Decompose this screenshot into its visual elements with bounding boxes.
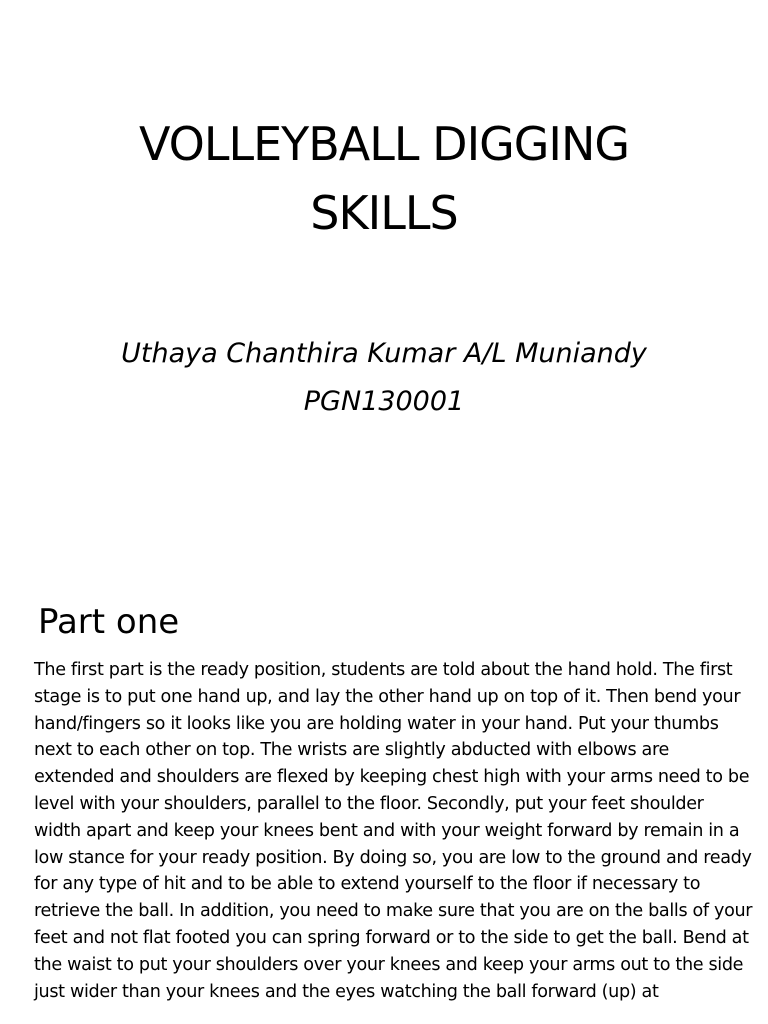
section-body-text: The first part is the ready position, students are told about the hand hold. The first stage is to put one hand up, and lay the other hand up on top of it. Then bend your hand/fingers so it looks like you are holding water in your hand. Put your thumbs next to each other on top. The wrists are slightly abducted with elbows are extended and shoulders are flexed by keeping chest high with your arms need to be level with your shoulders, parallel to the floor. Secondly, put your feet shoulder width apart and keep your knees bent and with your weight forward by remain in a low stance for your ready position. By doing so, you are low to the ground and ready for any type of hit and to be able to extend yourself to the floor if necessary to retrieve the ball. In addition, you need to make sure that you are on the balls of your feet and not flat footed you can spring forward or to the side to get the ball. Bend at the waist to put your shoulders over your knees and keep your arms out to the side just wider than your knees and the eyes watching the ball forward (up) at [34,660,753,1002]
student-id: PGN130001 [303,386,465,417]
title-line-2: SKILLS [310,186,458,240]
slide-title [0,110,768,248]
section-heading: Part one [38,602,180,642]
author-name: Uthaya Chanthira Kumar A/L Muniandy [121,338,647,369]
title-line-1: VOLLEYBALL DIGGING [138,117,630,171]
subtitle-block [0,330,768,426]
